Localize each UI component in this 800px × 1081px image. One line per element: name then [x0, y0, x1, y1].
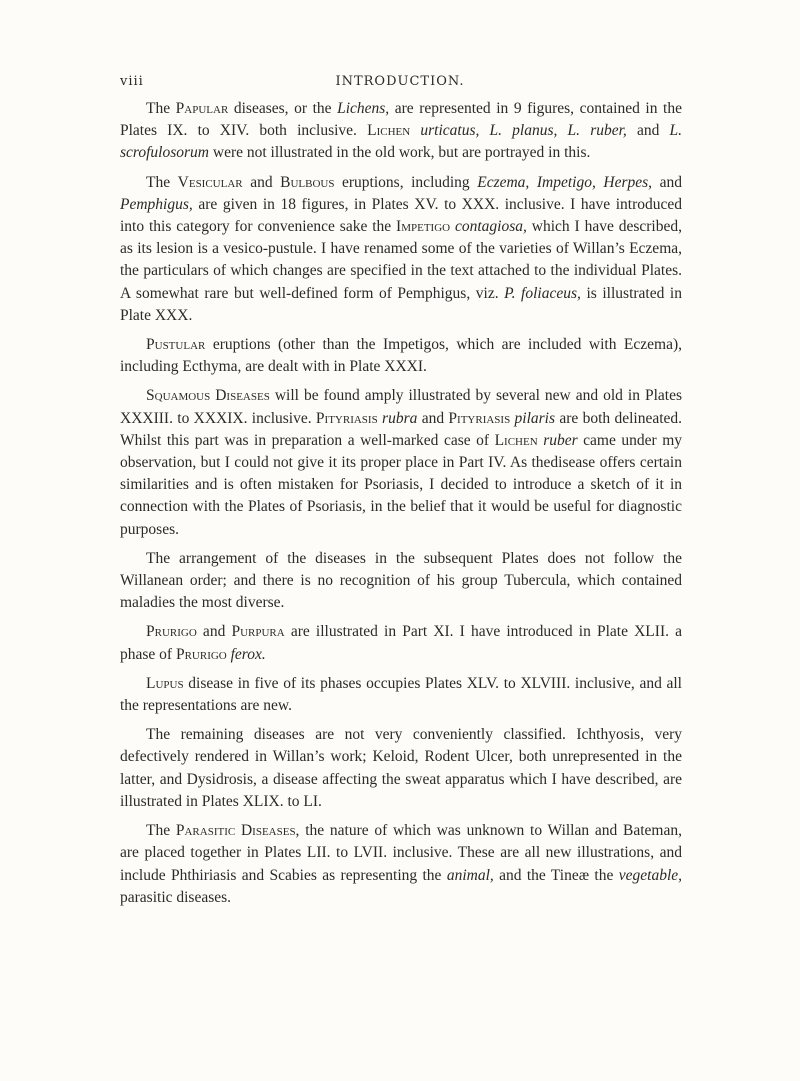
text-run: Prurigo — [175, 645, 227, 663]
text-run: ferox. — [230, 645, 266, 663]
text-run: The — [146, 173, 178, 191]
text-run: Impetigo — [396, 218, 451, 236]
text-run: Papular — [175, 100, 229, 117]
text-run: The remaining diseases are not very conveniently classified. Ichthyosis, very defectively rendered in Willan’s work; Keloid, Rodent Ulcer, both unrepresented in the latter, and Dysidrosis, a disease affecting the sweat apparatus which I have described, are illustrated in Plates XLIX. to LI. — [120, 726, 682, 810]
text-run: L. scrofulosorum — [120, 122, 682, 162]
text-run: Lichen — [494, 431, 538, 449]
text-run: diseases, or the — [228, 100, 338, 117]
page-number: viii — [120, 74, 144, 89]
text-run: are illustrated in Part XI. I have introduced in Plate XLII. a phase of — [120, 623, 682, 663]
text-run: Prurigo — [146, 623, 197, 641]
text-run: and — [626, 122, 670, 140]
text-run: Purpura — [231, 623, 285, 641]
text-run: The arrangement of the diseases in the subsequent Plates does not follow the Willanean order; and there is no recognition of his group Tubercula, which contained maladies the most diverse. — [120, 549, 682, 612]
text-run — [410, 122, 420, 139]
text-run: and the Tineæ the — [493, 866, 619, 884]
text-run: eruptions (other than the Impetigos, which are included with Eczema), including Ecthyma, are dealt with in Plate XXXI. — [120, 336, 682, 376]
running-title: INTRODUCTION. — [335, 74, 465, 89]
text-run: ruber — [543, 431, 578, 449]
text-run: The — [146, 822, 176, 840]
text-run: and — [242, 173, 281, 191]
paragraph — [120, 334, 682, 378]
text-run: and — [196, 623, 232, 641]
text-run: Pemphigus, — [120, 195, 193, 213]
text-run: the nature of which was unknown to Willan and Bateman, are placed together in Plates LII. to LVII. inclusive. These are all new illustrations, and include Phthiriasis and Scabies as representing the — [120, 822, 682, 884]
text-run: Bulbous — [280, 173, 335, 191]
text-run: contagiosa, — [455, 218, 527, 236]
text-run: and — [652, 173, 682, 191]
paragraph — [120, 673, 682, 717]
paragraph — [120, 820, 682, 909]
paragraph — [120, 724, 682, 813]
running-head — [0, 74, 800, 94]
text-run: are given in 18 figures, in Plates XV. to XXX. inclusive. I have introduced into this category for convenience sake the — [120, 195, 682, 236]
text-run: Pustular — [146, 336, 206, 354]
text-run: Vesicular — [177, 173, 243, 191]
paragraph — [120, 621, 682, 665]
text-run: rubra — [382, 409, 418, 427]
text-run: Pityriasis — [448, 409, 511, 427]
text-run: pilaris — [514, 409, 556, 427]
paragraph — [120, 385, 682, 540]
text-run: came under my observation, but I could not give it its proper place in Part IV. As thedisease offers certain similarities and is often mistaken for Psoriasis, I decided to introduce a sketch of it in connection with the Plates of Psoriasis, in the belief that it would be useful for diagnostic purposes. — [120, 431, 683, 538]
text-run: Squamous Diseases — [146, 387, 270, 405]
text-run: Lupus — [146, 674, 184, 692]
text-run: Pityriasis — [315, 409, 378, 427]
paragraph — [120, 98, 682, 165]
text-run: and — [417, 409, 449, 427]
text-run: is illustrated in Plate XXX. — [120, 284, 682, 324]
text-run: are represented in 9 figures, contained in the Plates IX. to XIV. both inclusive. — [120, 100, 682, 140]
text-run: P. foliaceus, — [504, 284, 581, 302]
paragraph — [120, 172, 682, 327]
text-run: Lichen — [367, 122, 411, 140]
body-text — [120, 98, 682, 916]
text-run: will be found amply illustrated by several new and old in Plates XXXIII. to XXXIX. inclusive. — [120, 387, 682, 427]
text-run: eruptions, including — [334, 173, 478, 191]
text-run: parasitic diseases. — [120, 888, 232, 906]
text-run: animal, — [446, 866, 494, 884]
text-run: disease in five of its phases occupies Plates XLV. to XLVIII. inclusive, and all the representations are new. — [120, 674, 682, 715]
text-run: Eczema, Impetigo, Herpes, — [477, 173, 653, 191]
text-run: Parasitic Diseases, — [175, 822, 300, 840]
text-run: urticatus, L. planus, L. ruber, — [420, 122, 627, 140]
text-run: were not illustrated in the old work, but are portrayed in this. — [209, 144, 591, 162]
text-run: vegetable, — [618, 866, 683, 884]
text-run: Lichens, — [337, 100, 390, 117]
text-run: are both delineated. Whilst this part was in preparation a well-marked case of — [120, 409, 683, 449]
text-run: which I have described, as its lesion is a vesico-pustule. I have renamed some of the varieties of Willan’s Eczema, the particulars of which changes are specified in the text attached to the individual Plates. A somewhat rare but well-defined form of Pemphigus, viz. — [120, 218, 682, 302]
paragraph — [120, 548, 682, 615]
text-run: The — [146, 100, 176, 117]
